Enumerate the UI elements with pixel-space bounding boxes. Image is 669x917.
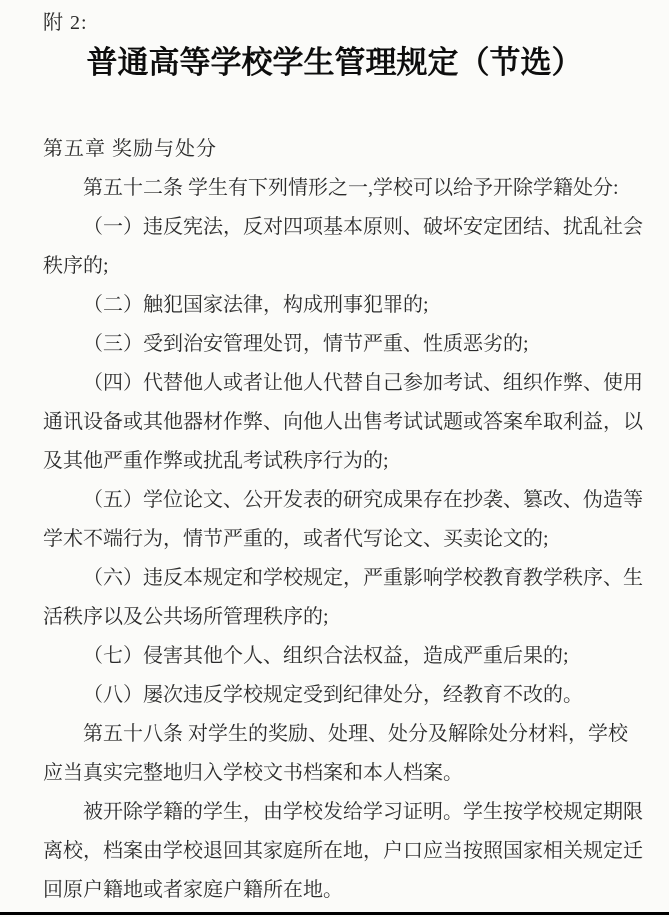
body-line: （八）屡次违反学校规定受到纪律处分，经教育不改的。 — [83, 684, 583, 706]
document-title: 普通高等学校学生管理规定（节选） — [86, 45, 583, 80]
body-lines — [43, 169, 643, 910]
body-line: （七）侵害其他个人、组织合法权益，造成严重后果的; — [83, 645, 569, 667]
body-line: 应当真实完整地归入学校文书档案和本人档案。 — [43, 762, 463, 784]
body-line: 离校，档案由学校退回其家庭所在地，户口应当按照国家相关规定迁 — [43, 840, 643, 862]
body-line: 第五十二条 学生有下列情形之一,学校可以给予开除学籍处分: — [83, 177, 619, 199]
body-line: 秩序的; — [43, 255, 109, 277]
body-line: （五）学位论文、公开发表的研究成果存在抄袭、篡改、伪造等 — [83, 489, 643, 511]
body-line: 第五十八条 对学生的奖励、处理、处分及解除处分材料，学校 — [83, 723, 628, 745]
attachment-label: 附 2: — [43, 12, 88, 34]
body-line: （六）违反本规定和学校规定，严重影响学校教育教学秩序、生 — [83, 567, 643, 589]
body-line: （三）受到治安管理处罚，情节严重、性质恶劣的; — [83, 333, 529, 355]
body-line: （四）代替他人或者让他人代替自己参加考试、组织作弊、使用 — [83, 372, 643, 394]
chapter-heading: 第五章 奖励与处分 — [43, 138, 217, 160]
document-body — [43, 130, 643, 910]
body-line: （二）触犯国家法律，构成刑事犯罪的; — [83, 294, 429, 316]
body-line: 回原户籍地或者家庭户籍所在地。 — [43, 879, 343, 901]
body-line: 被开除学籍的学生，由学校发给学习证明。学生按学校规定期限 — [83, 801, 643, 823]
scan-bottom-edge-line — [0, 912, 669, 915]
body-line: 及其他严重作弊或扰乱考试秩序行为的; — [43, 450, 389, 472]
body-line: （一）违反宪法，反对四项基本原则、破坏安定团结、扰乱社会 — [83, 216, 643, 238]
body-line: 活秩序以及公共场所管理秩序的; — [43, 606, 329, 628]
body-line: 通讯设备或其他器材作弊、向他人出售考试试题或答案牟取利益，以 — [43, 411, 643, 433]
body-line: 学术不端行为，情节严重的，或者代写论文、买卖论文的; — [43, 528, 549, 550]
